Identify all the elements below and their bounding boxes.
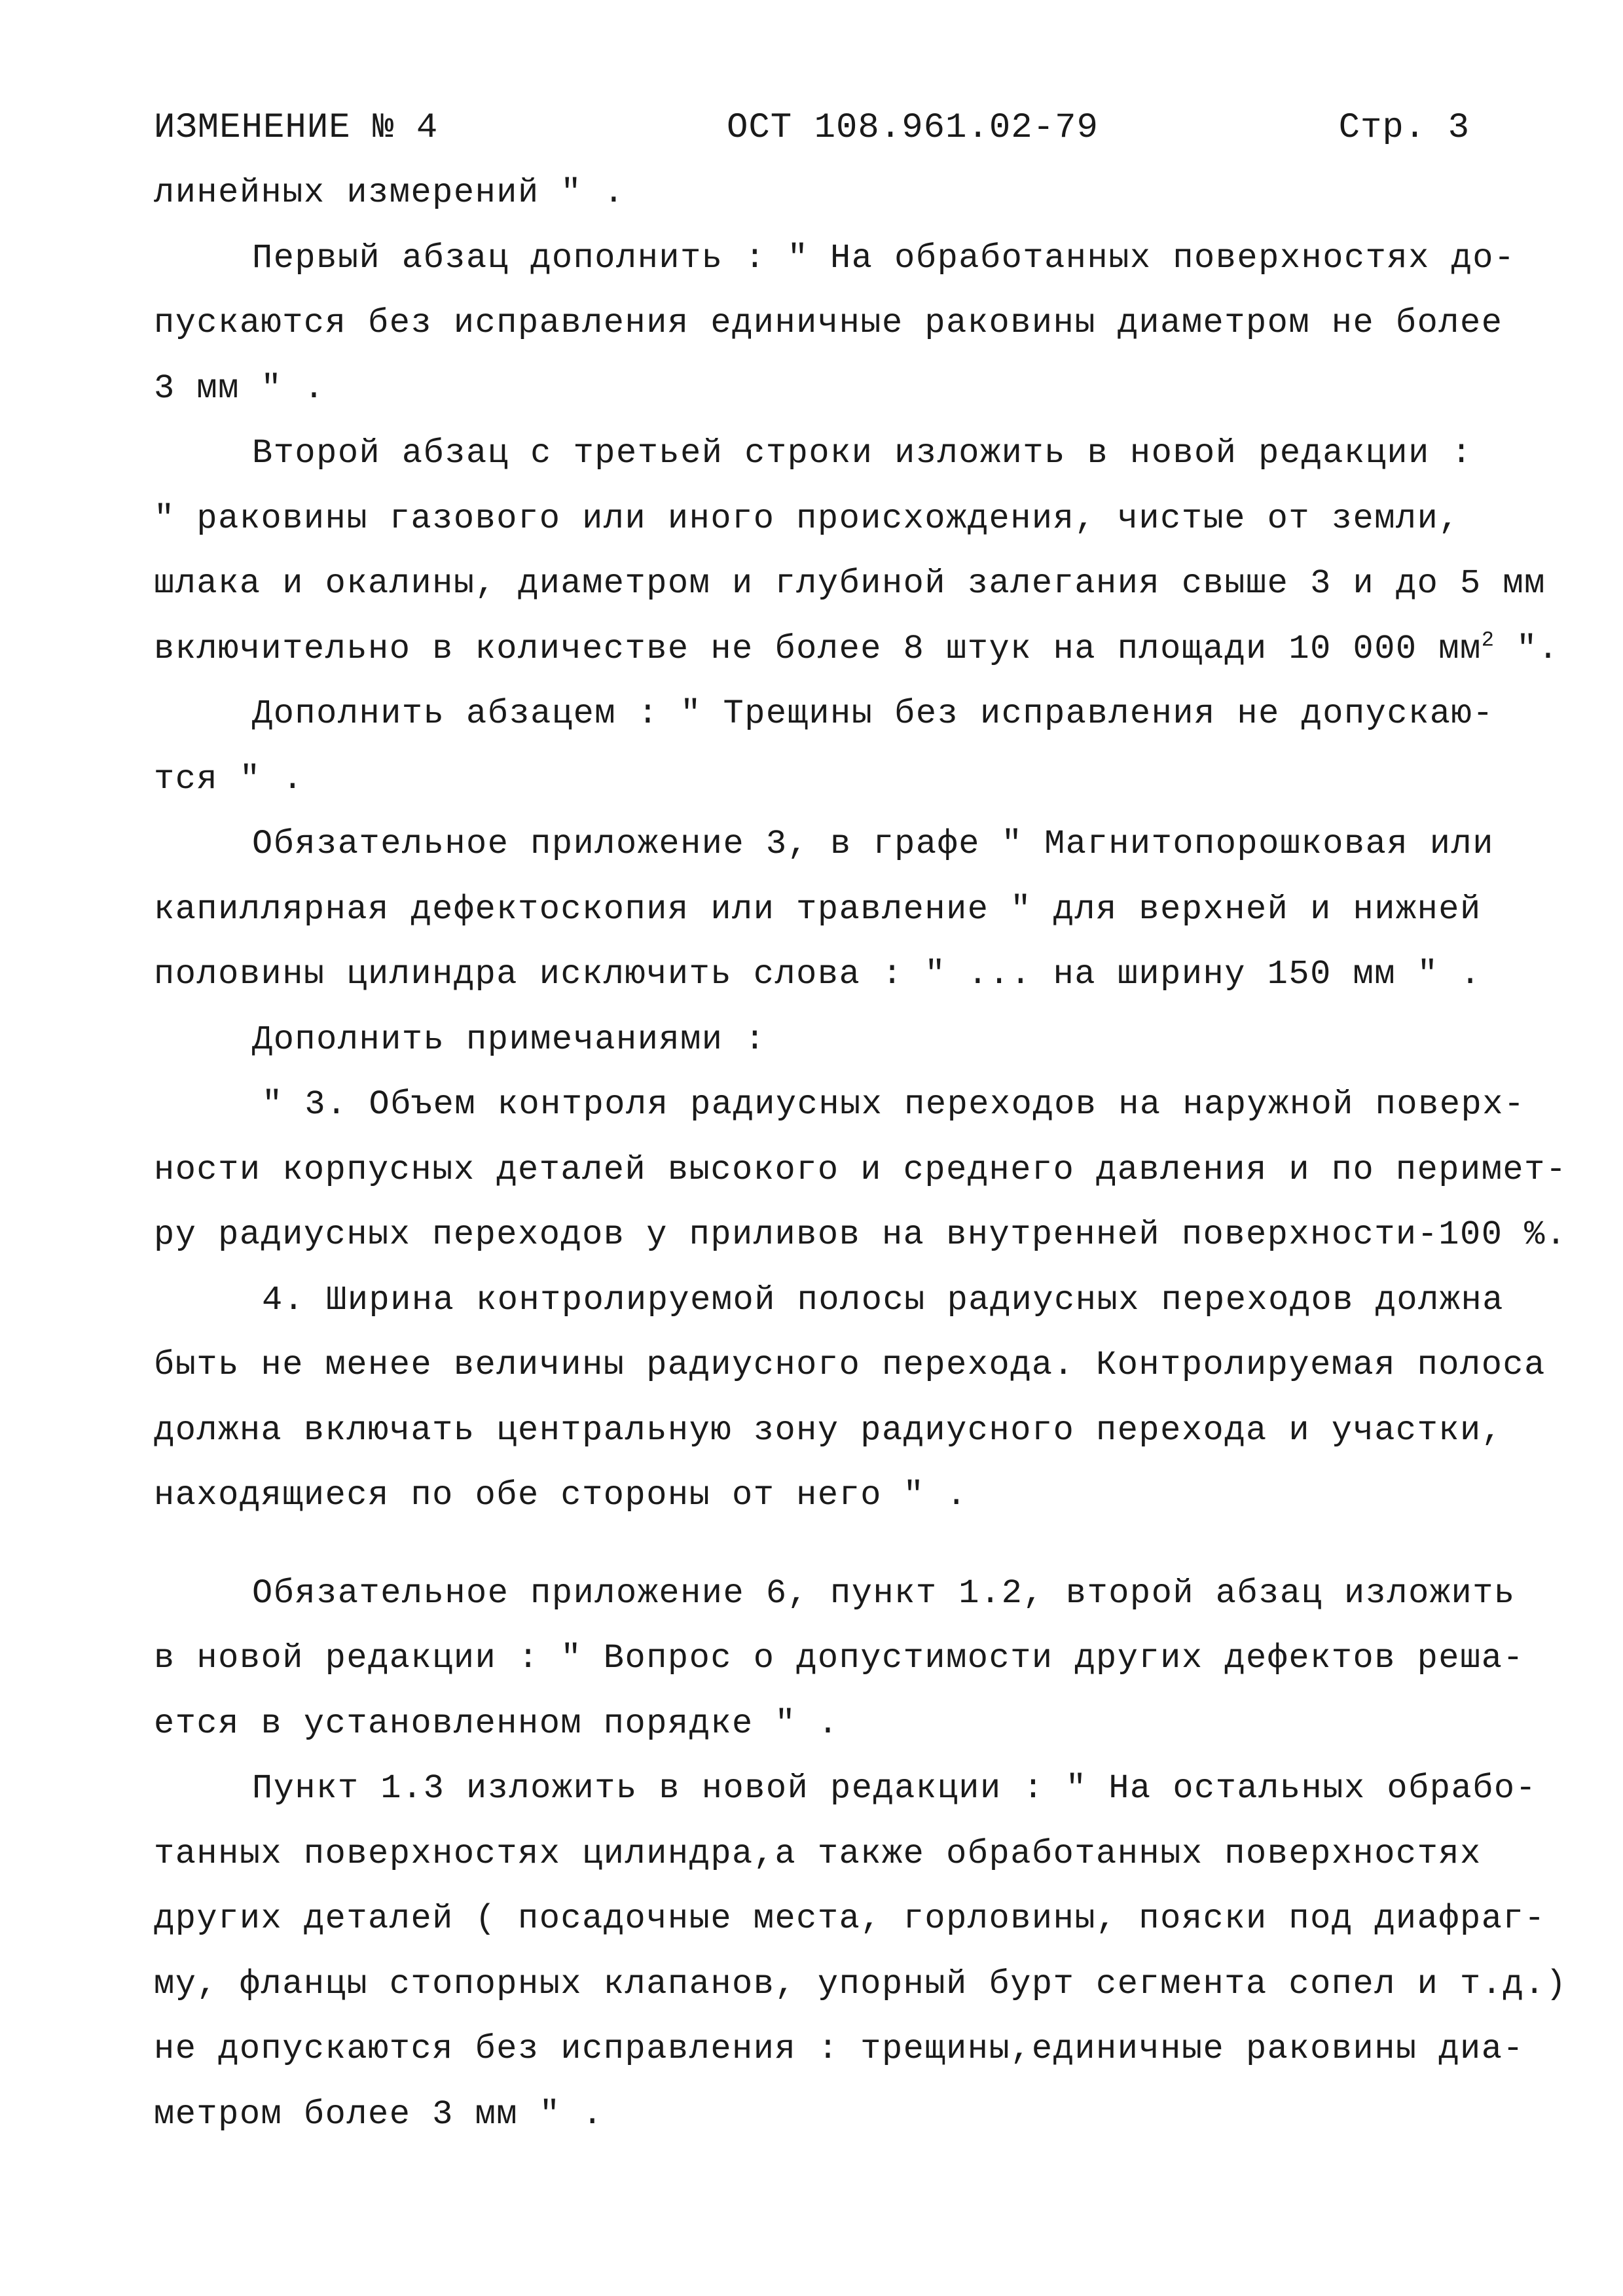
text-line: Пункт 1.3 изложить в новой редакции : " На остальных обрабо- <box>252 1769 1537 1808</box>
superscript: 2 <box>1481 628 1495 653</box>
document-body <box>154 160 1567 2147</box>
text-line: ется в установленном порядке " . <box>154 1704 839 1743</box>
text-line: Дополнить абзацем : " Трещины без исправления не допускаю- <box>252 694 1494 733</box>
page-header <box>154 108 1470 160</box>
text-line: ности корпусных деталей высокого и среднего давления и по перимет- <box>154 1150 1567 1189</box>
text-line: метром более 3 мм " . <box>154 2094 604 2134</box>
page-number: Стр. 3 <box>1338 108 1470 148</box>
text-line: тся " . <box>154 759 304 798</box>
text-line: должна включать центральную зону радиусного перехода и участки, <box>154 1410 1503 1450</box>
text-line: Дополнить примечаниями : <box>252 1020 766 1059</box>
change-number: ИЗМЕНЕНИЕ № 4 <box>154 108 439 148</box>
text-fragment: включительно в количестве не более 8 штук на площади 10 000 мм <box>154 629 1482 668</box>
text-line: капиллярная дефектоскопия или травление " для верхней и нижней <box>154 889 1482 929</box>
text-line: " 3. Объем контроля радиусных переходов на наружной поверх- <box>262 1085 1525 1124</box>
text-line: быть не менее величины радиусного перехода. Контролируемая полоса <box>154 1346 1546 1384</box>
text-line: 3 мм " . <box>154 368 325 408</box>
text-line: не допускаются без исправления : трещины,единичные раковины диа- <box>154 2030 1525 2068</box>
text-line: танных поверхностях цилиндра,а также обработанных поверхностях <box>154 1834 1482 1873</box>
text-fragment: ". <box>1495 629 1559 668</box>
text-line: му, фланцы стопорных клапанов, упорный бурт сегмента сопел и т.д.) <box>154 1964 1567 2003</box>
text-line: других деталей ( посадочные места, горловины, пояски под диафраг- <box>154 1899 1546 1938</box>
paragraph-gap <box>154 1528 1476 1561</box>
text-line: 4. Ширина контролируемой полосы радиусных переходов должна <box>262 1280 1504 1319</box>
text-line: пускаются без исправления единичные раковины диаметром не более <box>154 304 1503 342</box>
text-line: Обязательное приложение 6, пункт 1.2, второй абзац изложить <box>252 1573 1516 1613</box>
text-line: линейных измерений " . <box>154 173 625 212</box>
text-line-with-superscript <box>154 617 1559 682</box>
text-line: " раковины газового или иного происхождения, чистые от земли, <box>154 499 1461 538</box>
text-line: половины цилиндра исключить слова : " ... на ширину 150 мм " . <box>154 955 1482 994</box>
text-line: Первый абзац дополнить : " На обработанных поверхностях до- <box>252 238 1516 278</box>
text-line: находящиеся по обе стороны от него " . <box>154 1476 968 1515</box>
text-line: Второй абзац с третьей строки изложить в новой редакции : <box>252 434 1473 473</box>
standard-number: ОСТ 108.961.02-79 <box>727 108 1099 148</box>
text-line: ру радиусных переходов у приливов на внутренней поверхности-100 %. <box>154 1215 1567 1254</box>
text-line: Обязательное приложение 3, в графе " Магнитопорошковая или <box>252 825 1494 863</box>
text-line: шлака и окалины, диаметром и глубиной залегания свыше 3 и до 5 мм <box>154 564 1546 603</box>
text-line: в новой редакции : " Вопрос о допустимости других дефектов реша- <box>154 1639 1525 1677</box>
